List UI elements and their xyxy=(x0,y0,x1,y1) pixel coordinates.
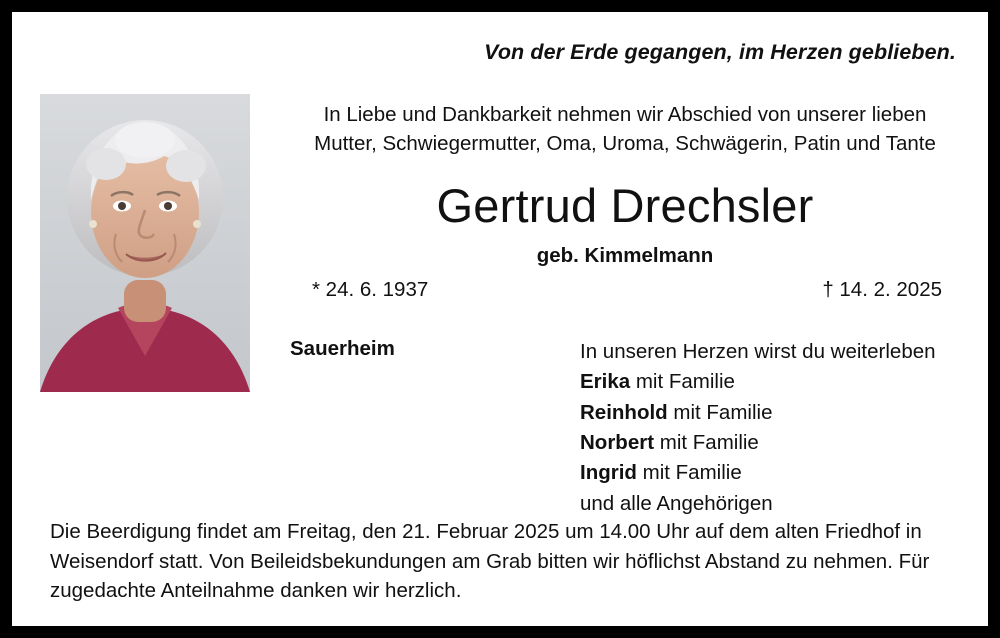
portrait-photo-image xyxy=(40,94,250,392)
survivor-name: Erika xyxy=(580,370,631,394)
survivors-block xyxy=(580,337,936,519)
survivor-entry xyxy=(580,398,936,428)
survivor-name: Reinhold xyxy=(580,400,668,424)
survivors-heading: In unseren Herzen wirst du weiterleben xyxy=(580,340,936,363)
survivor-name: Ingrid xyxy=(580,461,637,485)
intro-line-1: In Liebe und Dankbarkeit nehmen wir Abschied von unserer lieben xyxy=(323,103,927,126)
survivor-name: Norbert xyxy=(580,430,655,454)
portrait-photo xyxy=(40,94,250,392)
survivors-closing: und alle Angehörigen xyxy=(580,491,773,515)
birth-date: * 24. 6. 1937 xyxy=(312,278,429,301)
death-date: † 14. 2. 2025 xyxy=(822,278,942,301)
funeral-details: Die Beerdigung findet am Freitag, den 21. Februar 2025 um 14.00 Uhr auf dem alten Friedhof in Weisendorf statt. Von Beileidsbekundungen am Grab bitten wir höflichst Abstand zu nehmen. Für zugedachte Anteilnahme danken wir herzlich. xyxy=(50,520,930,603)
survivor-entry xyxy=(580,367,936,397)
intro-text xyxy=(280,100,970,158)
survivor-suffix: mit Familie xyxy=(636,461,742,485)
life-dates xyxy=(312,278,942,302)
epitaph-line: Von der Erde gegangen, im Herzen geblieben. xyxy=(484,40,956,64)
survivor-entry xyxy=(580,458,936,488)
survivor-suffix: mit Familie xyxy=(654,430,759,454)
survivor-suffix: mit Familie xyxy=(667,400,773,424)
survivor-entry xyxy=(580,428,936,458)
place-name: Sauerheim xyxy=(290,337,395,360)
deceased-name: Gertrud Drechsler xyxy=(436,179,814,232)
intro-line-2: Mutter, Schwiegermutter, Oma, Uroma, Schwägerin, Patin und Tante xyxy=(314,132,936,156)
obituary-notice xyxy=(12,12,988,626)
deceased-birth-name: geb. Kimmelmann xyxy=(536,244,714,267)
survivor-suffix: mit Familie xyxy=(630,370,735,394)
